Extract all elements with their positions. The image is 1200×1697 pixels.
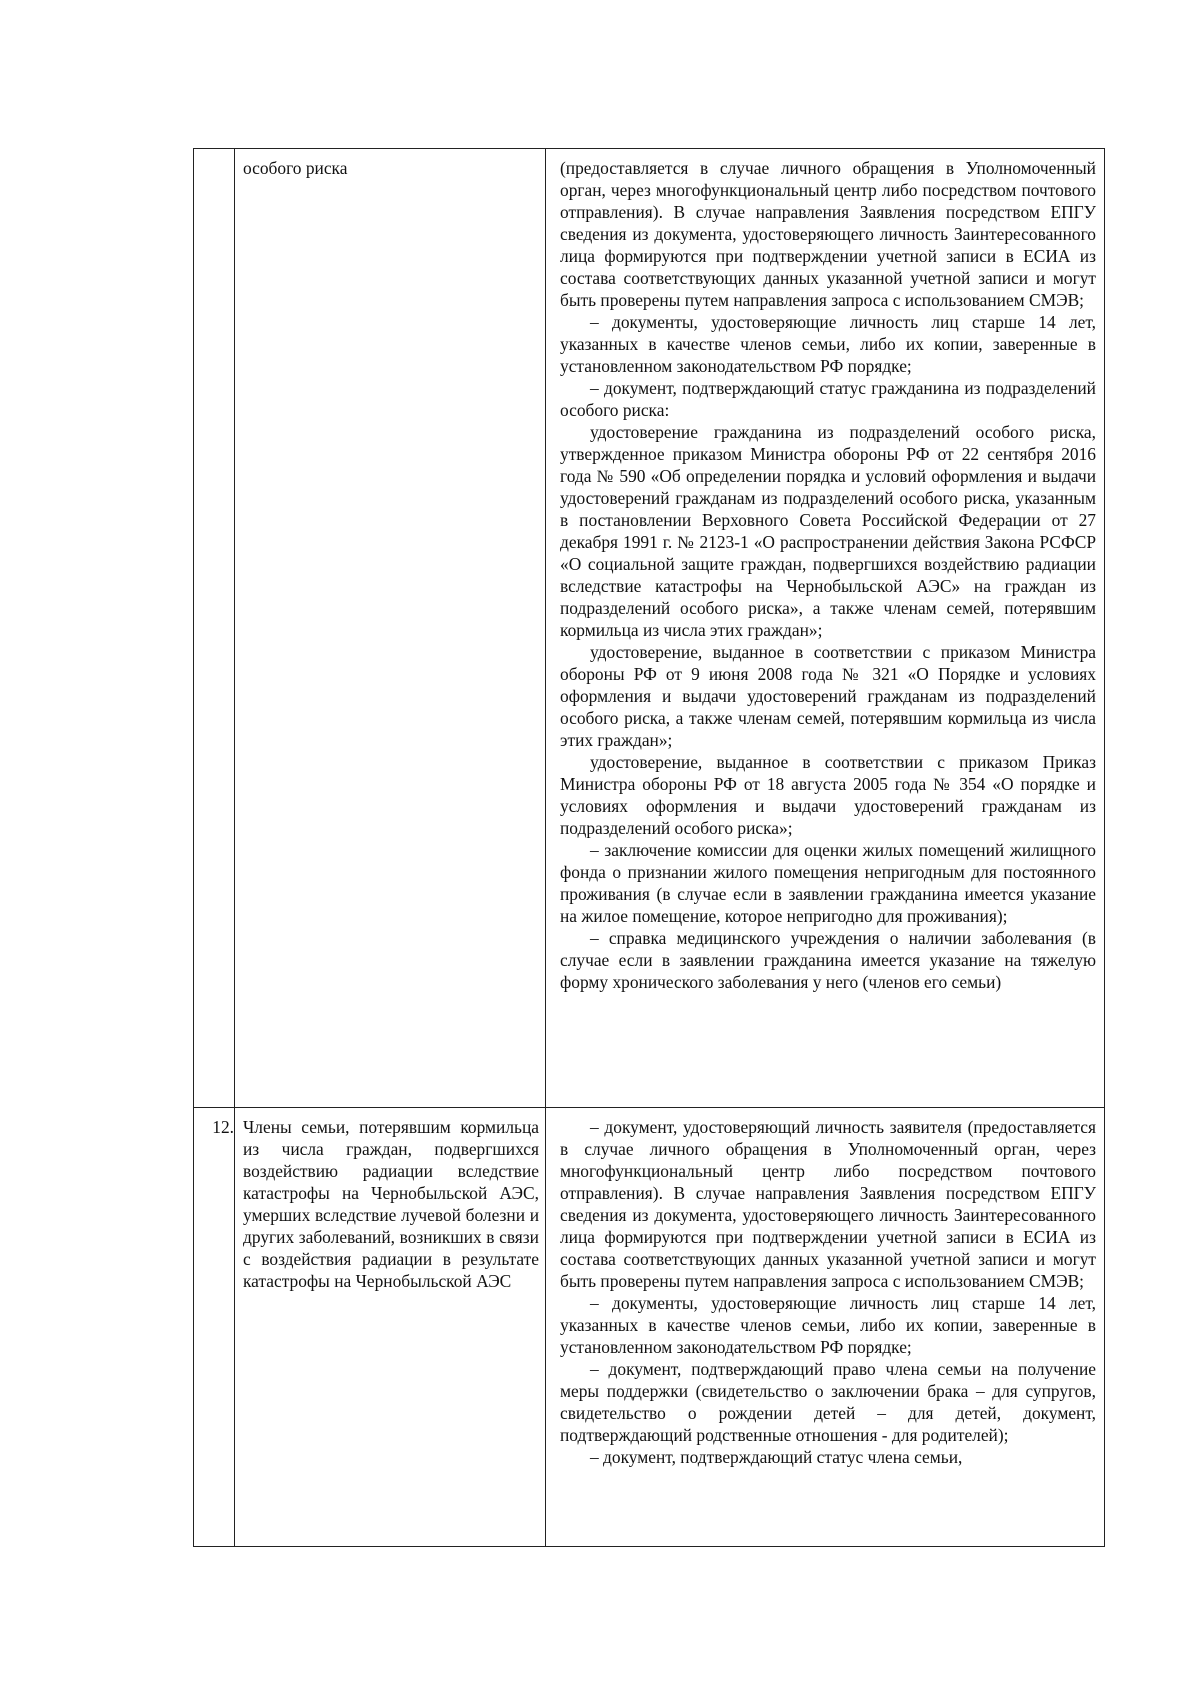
documents-cell <box>546 149 1105 1108</box>
category-cell <box>235 149 546 1108</box>
row-number: 12. <box>212 1117 234 1137</box>
row-number-cell <box>194 1108 235 1547</box>
requirements-table <box>193 148 1105 1547</box>
document-paragraph: – документы, удостоверяющие личность лиц старше 14 лет, указанных в качестве членов семьи, либо их копии, заверенные в установленном законодательством РФ порядке; <box>560 312 1096 376</box>
category-cell <box>235 1108 546 1547</box>
table-row <box>194 1108 1105 1547</box>
document-paragraph: – документ, подтверждающий право члена семьи на получение меры поддержки (свидетельство о заключении брака – для супругов, свидетельство о рождении детей – для детей, документ, подтверждающий родственные отношения - для родителей); <box>560 1359 1096 1445</box>
document-paragraph: удостоверение, выданное в соответствии с приказом Министра обороны РФ от 9 июня 2008 года № 321 «О Порядке и условиях оформления и выдачи удостоверений гражданам из подразделений особого риска, а также членам семей, потерявшим кормильца из числа этих граждан»; <box>560 642 1096 750</box>
documents-cell <box>546 1108 1105 1547</box>
document-paragraph: – документ, подтверждающий статус члена семьи, <box>590 1447 963 1467</box>
document-paragraph: – заключение комиссии для оценки жилых помещений жилищного фонда о признании жилого помещения непригодным для постоянного проживания (в случае если в заявлении гражданина имеется указание на жилое помещение, которое непригодно для проживания); <box>560 840 1096 926</box>
document-paragraph: – документ, удостоверяющий личность заявителя (предоставляется в случае личного обращения в Уполномоченный орган, через многофункциональный центр либо посредством почтового отправления). В случае направления Заявления посредством ЕПГУ сведения из документа, удостоверяющего личность Заинтересованного лица формируются при подтверждении учетной записи в ЕСИА из состава соответствующих данных указанной учетной записи и могут быть проверены путем направления запроса с использованием СМЭВ; <box>560 1117 1096 1291</box>
document-paragraph: – справка медицинского учреждения о наличии заболевания (в случае если в заявлении гражданина имеется указание на тяжелую форму хронического заболевания у него (членов его семьи) <box>560 928 1096 992</box>
category-text: Члены семьи, потерявшим кормильца из числа граждан, подвергшихся воздействию радиации вследствие катастрофы на Чернобыльской АЭС, умерших вследствие лучевой болезни и других заболеваний, возникших в связи с воздействия радиации в результате катастрофы на Чернобыльской АЭС <box>243 1117 539 1291</box>
document-paragraph: – документ, подтверждающий статус гражданина из подразделений особого риска: <box>560 378 1096 420</box>
document-paragraph: удостоверение, выданное в соответствии с приказом Приказ Министра обороны РФ от 18 августа 2005 года № 354 «О порядке и условиях оформления и выдачи удостоверений гражданам из подразделений особого риска»; <box>560 752 1096 838</box>
document-paragraph: удостоверение гражданина из подразделений особого риска, утвержденное приказом Министра обороны РФ от 22 сентября 2016 года № 590 «Об определении порядка и условий оформления и выдачи удостоверений гражданам из подразделений особого риска, указанным в постановлении Верховного Совета Российской Федерации от 27 декабря 1991 г. № 2123-1 «О распространении действия Закона РСФСР «О социальной защите граждан, подвергшихся воздействию радиации вследствие катастрофы на Чернобыльской АЭС» на граждан из подразделений особого риска», а также членам семей, потерявшим кормильца из числа этих граждан»; <box>560 422 1096 640</box>
document-paragraph: – документы, удостоверяющие личность лиц старше 14 лет, указанных в качестве членов семьи, либо их копии, заверенные в установленном законодательством РФ порядке; <box>560 1293 1096 1357</box>
category-text: особого риска <box>243 158 348 178</box>
document-paragraph: (предоставляется в случае личного обращения в Уполномоченный орган, через многофункциональный центр либо посредством почтового отправления). В случае направления Заявления посредством ЕПГУ сведения из документа, удостоверяющего личность Заинтересованного лица формируются при подтверждении учетной записи в ЕСИА из состава соответствующих данных указанной учетной записи и могут быть проверены путем направления запроса с использованием СМЭВ; <box>560 158 1096 310</box>
row-number-cell <box>194 149 235 1108</box>
table-row <box>194 149 1105 1108</box>
